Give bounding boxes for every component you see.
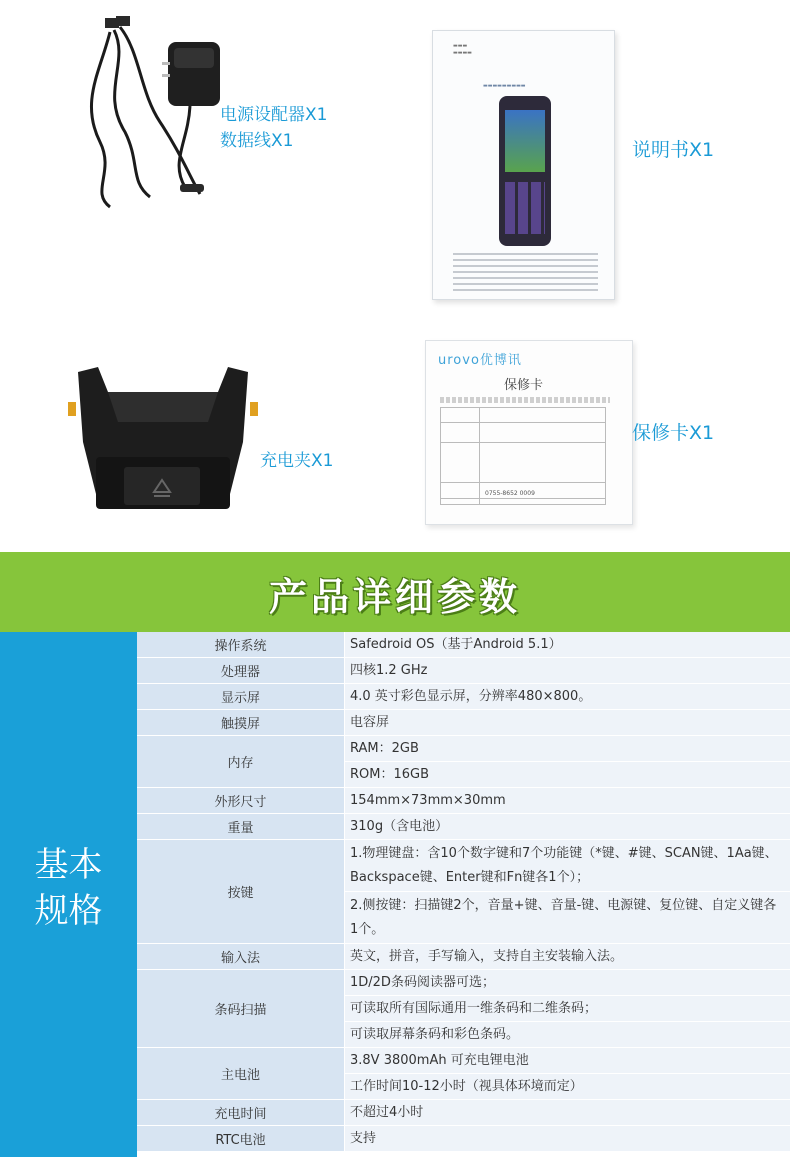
spec-value-cpu: 四核1.2 GHz — [345, 658, 790, 684]
accessories-section — [0, 0, 790, 552]
spec-value-charge-time: 不超过4小时 — [345, 1100, 790, 1126]
urovo-logo: urovo优博讯 — [438, 353, 522, 368]
spec-value-weight: 310g（含电池） — [345, 814, 790, 840]
spec-value-os: Safedroid OS（基于Android 5.1） — [345, 632, 790, 658]
cradle-label: 充电夹X1 — [260, 451, 334, 471]
spec-section-label — [0, 842, 137, 934]
table-row — [137, 1100, 790, 1126]
spec-name-battery: 主电池 — [137, 1048, 345, 1100]
spec-value-barcode-2: 可读取所有国际通用一维条码和二维条码； — [345, 996, 790, 1022]
warranty-card-table — [440, 407, 606, 505]
table-row — [137, 788, 790, 814]
table-row — [137, 736, 790, 788]
spec-value-side-keys: 2.侧按键：扫描键2个，音量+键、音量-键、电源键、复位键、自定义键各1个。 — [345, 892, 790, 944]
spec-value-ram: RAM：2GB — [345, 736, 790, 762]
spec-name-input: 输入法 — [137, 944, 345, 970]
power-adapter-image — [70, 12, 220, 212]
table-row — [137, 1048, 790, 1100]
table-row — [137, 684, 790, 710]
spec-name-dimensions: 外形尺寸 — [137, 788, 345, 814]
manual-phone-illustration — [499, 96, 551, 246]
spec-name-charge-time: 充电时间 — [137, 1100, 345, 1126]
warranty-card-image — [425, 340, 633, 525]
spec-value-barcode-1: 1D/2D条码阅读器可选； — [345, 970, 790, 996]
spec-value-battery-2: 工作时间10-12小时（视具体环境而定） — [345, 1074, 790, 1100]
spec-name-barcode: 条码扫描 — [137, 970, 345, 1048]
spec-section-sidebar — [0, 632, 137, 1157]
table-row — [137, 632, 790, 658]
table-row — [137, 658, 790, 684]
manual-header-lines: ▬▬▬ ▬▬▬▬ — [453, 43, 472, 56]
spec-value-rtc: 支持 — [345, 1126, 790, 1152]
manual-image — [432, 30, 615, 300]
charging-cradle-image — [68, 362, 258, 522]
spec-table — [0, 632, 790, 1157]
table-row — [137, 970, 790, 1048]
spec-value-touch: 电容屏 — [345, 710, 790, 736]
spec-value-rom: ROM：16GB — [345, 762, 790, 788]
spec-value-keypad: 1.物理键盘：含10个数字键和7个功能键（*键、#键、SCAN键、1Aa键、Backspace键、Enter键和Fn键各1个）； — [345, 840, 790, 892]
spec-value-display: 4.0 英寸彩色显示屏，分辨率480×800。 — [345, 684, 790, 710]
spec-name-memory: 内存 — [137, 736, 345, 788]
spec-name-cpu: 处理器 — [137, 658, 345, 684]
warranty-card-title: 保修卡 — [504, 378, 544, 393]
spec-value-barcode-3: 可读取屏幕条码和彩色条码。 — [345, 1022, 790, 1048]
table-row — [137, 814, 790, 840]
spec-value-dimensions: 154mm×73mm×30mm — [345, 788, 790, 814]
spec-name-touch: 触摸屏 — [137, 710, 345, 736]
spec-name-keys: 按键 — [137, 840, 345, 944]
banner-title: 产品详细参数 — [268, 575, 521, 619]
spec-name-weight: 重量 — [137, 814, 345, 840]
spec-name-rtc: RTC电池 — [137, 1126, 345, 1152]
manual-title-line: ▬▬▬▬▬▬▬▬▬ — [483, 83, 526, 89]
section-label-line-2: 规格 — [34, 891, 103, 931]
spec-banner — [0, 552, 790, 632]
warranty-card-subtitle-line — [440, 397, 610, 403]
cable-label: 数据线X1 — [220, 131, 294, 151]
section-label-line-1: 基本 — [34, 845, 103, 885]
warranty-label: 保修卡X1 — [632, 422, 715, 444]
manual-label: 说明书X1 — [632, 139, 715, 161]
spec-name-display: 显示屏 — [137, 684, 345, 710]
warranty-card-phone: 0755-8652 0009 — [485, 490, 535, 497]
spec-value-battery-1: 3.8V 3800mAh 可充电锂电池 — [345, 1048, 790, 1074]
adapter-label: 电源设配器X1 — [220, 105, 328, 125]
manual-text-lines — [453, 253, 598, 293]
table-row — [137, 1126, 790, 1152]
table-row — [137, 840, 790, 944]
spec-name-os: 操作系统 — [137, 632, 345, 658]
table-row — [137, 710, 790, 736]
table-row — [137, 944, 790, 970]
spec-value-input: 英文，拼音，手写输入，支持自主安装输入法。 — [345, 944, 790, 970]
